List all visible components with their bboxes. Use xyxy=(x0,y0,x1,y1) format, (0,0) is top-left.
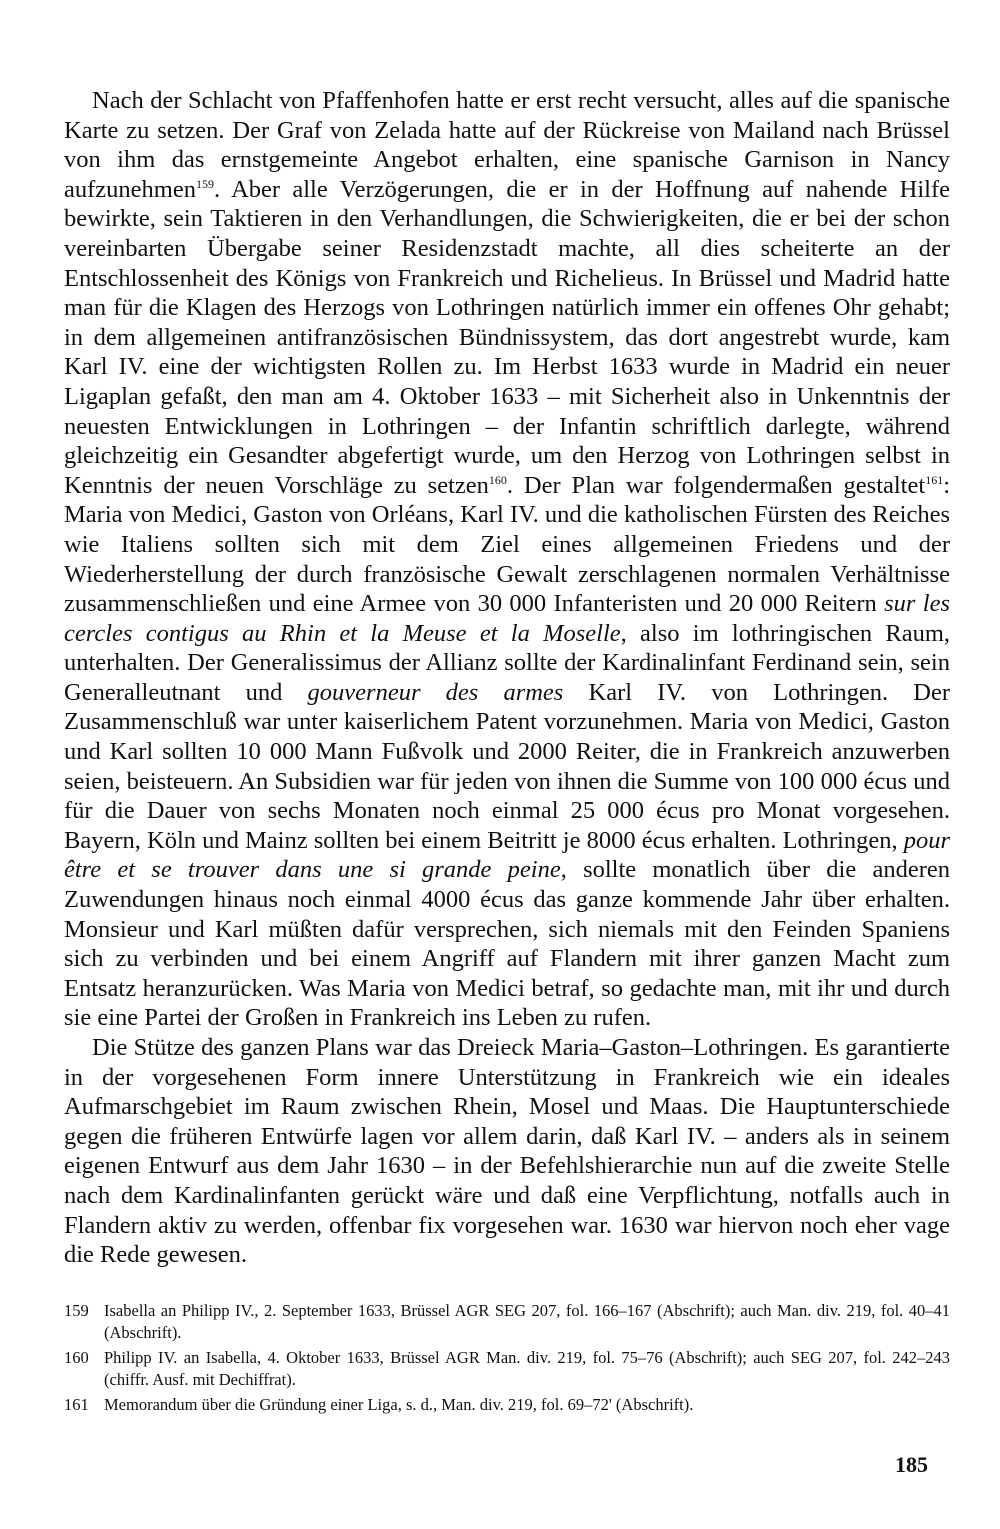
footnote-number: 161 xyxy=(64,1395,89,1414)
footnote xyxy=(64,1300,950,1344)
footnote-text: Philipp IV. an Isabella, 4. Oktober 1633, Brüssel AGR Man. div. 219, fol. 75–76 (Abschrift); auch SEG 207, fol. 242–243 (chiffr. Ausf. mit Dechiffrat). xyxy=(104,1348,950,1389)
text-run: . Aber alle Verzögerungen, die er in der Hoffnung auf nahende Hilfe bewirkte, sein Taktieren in den Verhandlungen, die Schwierigkeiten, die er bei der schon vereinbarten Übergabe seiner Residenzstadt machte, all dies scheiterte an der Entschlossenheit des Königs von Frankreich und Richelieus. In Brüssel und Madrid hatte man für die Klagen des Herzogs von Lothringen natürlich immer ein offenes Ohr gehabt; in dem allgemeinen antifranzösischen Bündnissystem, das dort angestrebt wurde, kam Karl IV. eine der wichtigsten Rollen zu. Im Herbst 1633 wurde in Madrid ein neuer Ligaplan gefaßt, den man am 4. Oktober 1633 – mit Sicherheit also in Unkenntnis der neuesten Entwicklungen in Lothringen – der Infantin schriftlich darlegte, während gleichzeitig ein Gesandter abgefertigt wurde, um den Herzog von Lothringen selbst in Kenntnis der neuen Vorschläge zu setzen xyxy=(64,175,950,499)
paragraph xyxy=(64,86,950,1033)
italic-phrase: sur les cercles contigus au Rhin et la Meuse et la Moselle xyxy=(64,590,950,647)
text-run: Karl IV. von Lothringen. Der Zusammenschluß war unter kaiserlichem Patent vorzunehmen. Maria von Medici, Gaston und Karl sollten 10 000 Mann Fußvolk und 2000 Reiter, die in Frankreich anzuwerben seien, beisteuern. An Subsidien war für jeden von ihnen die Summe von 100 000 écus und für die Dauer von sechs Monaten noch einmal 25 000 écus pro Monat vorgesehen. Bayern, Köln und Mainz sollten bei einem Beitritt je 8000 écus erhalten. Lothringen, xyxy=(64,678,950,854)
page-number: 185 xyxy=(895,1452,928,1477)
footnote-number: 159 xyxy=(64,1301,89,1320)
footnote xyxy=(64,1347,950,1391)
italic-phrase: gouverneur des armes xyxy=(307,678,564,706)
text-run: : Maria von Medici, Gaston von Orléans, Karl IV. und die katholischen Fürsten des Reiches wie Italiens sollten sich mit dem Ziel eines allgemeinen Friedens und der Wiederherstellung der durch französische Gewalt zerschlagenen normalen Verhältnisse zusammenschließen und eine Armee von 30 000 Infanteristen und 20 000 Reitern xyxy=(64,471,950,618)
footnote-reference: 159 xyxy=(195,176,214,191)
footnote-number: 160 xyxy=(64,1348,89,1367)
footnote xyxy=(64,1394,950,1416)
italic-phrase: pour être et se trouver dans une si grande peine xyxy=(64,826,950,884)
text-run: Die Stütze des ganzen Plans war das Dreieck Maria–Gaston–Lothringen. Es garantierte in der vorgesehenen Form innere Unterstützung in Frankreich wie ein ideales Aufmarschgebiet im Raum zwischen Rhein, Mosel und Maas. Die Hauptunterschiede gegen die früheren Entwürfe lagen vor allem darin, daß Karl IV. – anders als in seinem eigenen Entwurf aus dem Jahr 1630 – in der Befehlshierarchie nun auf die zweite Stelle nach dem Kardinalinfanten gerückt wäre und daß eine Verpflichtung, notfalls auch in Flandern aktiv zu werden, offenbar fix vorgesehen war. 1630 war hiervon noch eher vage die Rede gewesen. xyxy=(64,1034,950,1269)
text-run: Nach der Schlacht von Pfaffenhofen hatte er erst recht versucht, alles auf die spanische Karte zu setzen. Der Graf von Zelada hatte auf der Rückreise von Mailand nach Brüssel von ihm das ernstgemeinte Angebot erhalten, eine spanische Garnison in Nancy aufzunehmen xyxy=(64,87,950,203)
text-run: . Der Plan war folgendermaßen gestaltet xyxy=(506,471,926,499)
text-run: , sollte monatlich über die anderen Zuwendungen hinaus noch einmal 4000 écus das ganze kommende Jahr über erhalten. Monsieur und Karl müßten dafür versprechen, sich niemals mit den Feinden Spaniens sich zu verbinden und bei einem Angriff auf Flandern mit ihrer ganzen Macht zum Entsatz heranzurücken. Was Maria von Medici betraf, so gedachte man, mit ihr und durch sie eine Partei der Großen in Frankreich ins Leben zu rufen. xyxy=(64,856,950,1032)
footnote-text: Isabella an Philipp IV., 2. September 1633, Brüssel AGR SEG 207, fol. 166–167 (Abschrift); auch Man. div. 219, fol. 40–41 (Abschrift). xyxy=(104,1301,950,1342)
main-text xyxy=(64,86,950,1270)
footnotes xyxy=(64,1300,950,1419)
paragraph xyxy=(64,1033,950,1270)
text-run: , also im lothringischen Raum, unterhalten. Der Generalissimus der Allianz sollte der Kardinalinfant Ferdinand sein, sein Generalleutnant und xyxy=(64,619,950,706)
footnote-reference: 160 xyxy=(488,472,507,487)
footnote-reference: 161 xyxy=(925,472,944,487)
footnote-text: Memorandum über die Gründung einer Liga, s. d., Man. div. 219, fol. 69–72' (Abschrift). xyxy=(104,1395,694,1414)
